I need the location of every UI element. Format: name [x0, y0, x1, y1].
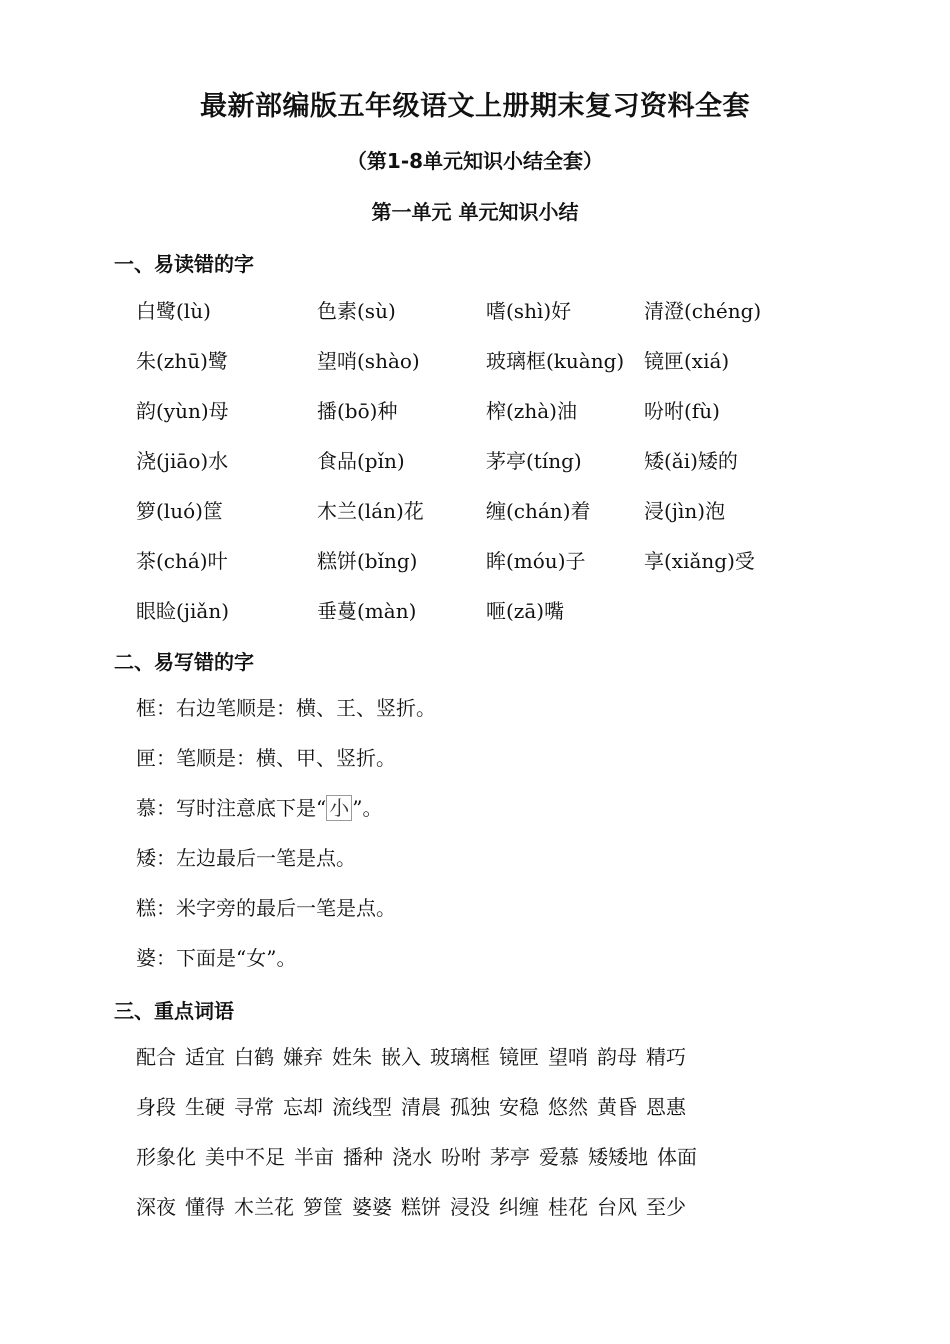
unit-title: 第一单元 单元知识小结 [371, 200, 579, 224]
key-word: 形象化 [136, 1145, 196, 1169]
key-word: 美中不足 [205, 1145, 285, 1169]
key-word: 播种 [343, 1145, 383, 1169]
key-word: 适宜 [185, 1045, 225, 1069]
key-word: 糕饼 [401, 1195, 441, 1219]
misread-character-item: 玻璃框(kuàng) [486, 349, 625, 373]
misread-character-item: 白鹭(lù) [136, 299, 211, 323]
key-word: 玻璃框 [430, 1045, 490, 1069]
key-word: 清晨 [401, 1095, 441, 1119]
key-word: 木兰花 [234, 1195, 294, 1219]
miswritten-characters-list [136, 689, 836, 989]
writing-rule: 矮：左边最后一笔是点。 [136, 846, 356, 870]
misread-character-item: 嗜(shì)好 [486, 299, 572, 323]
writing-rule: 婆：下面是“女”。 [136, 946, 297, 970]
misread-character-item: 吩咐(fù) [644, 399, 720, 423]
key-words-row [136, 1088, 836, 1138]
key-word: 嵌入 [381, 1045, 421, 1069]
key-word: 茅亭 [490, 1145, 530, 1169]
key-word: 姓朱 [332, 1045, 372, 1069]
key-word: 箩筐 [303, 1195, 343, 1219]
misread-character-item: 茶(chá)叶 [136, 549, 228, 573]
key-word: 白鹤 [234, 1045, 274, 1069]
key-word: 纠缠 [499, 1195, 539, 1219]
misread-character-item: 望哨(shào) [317, 349, 420, 373]
highlighted-character-box: 小 [326, 795, 352, 821]
misread-character-item: 眸(móu)子 [486, 549, 586, 573]
misread-character-item: 眼睑(jiǎn) [136, 599, 230, 623]
writing-rule-text: 慕：写时注意底下是“ [136, 796, 327, 820]
misread-character-item: 垂蔓(màn) [317, 599, 417, 623]
key-word: 安稳 [499, 1095, 539, 1119]
key-word: 生硬 [185, 1095, 225, 1119]
key-word: 深夜 [136, 1195, 176, 1219]
key-words-row [136, 1038, 836, 1088]
misread-character-item: 咂(zā)嘴 [486, 599, 565, 623]
key-word: 台风 [597, 1195, 637, 1219]
key-word: 寻常 [234, 1095, 274, 1119]
misread-character-item: 镜匣(xiá) [644, 349, 730, 373]
misread-character-item: 箩(luó)筐 [136, 499, 223, 523]
misread-character-item: 享(xiǎng)受 [644, 549, 755, 573]
misread-character-item: 浸(jìn)泡 [644, 499, 726, 523]
key-word: 婆婆 [352, 1195, 392, 1219]
key-word: 嫌弃 [283, 1045, 323, 1069]
key-word: 配合 [136, 1045, 176, 1069]
key-word: 浸没 [450, 1195, 490, 1219]
key-word: 体面 [657, 1145, 697, 1169]
misread-character-item: 糕饼(bǐng) [317, 549, 418, 573]
key-word: 桂花 [548, 1195, 588, 1219]
key-word: 孤独 [450, 1095, 490, 1119]
key-word: 韵母 [597, 1045, 637, 1069]
writing-rule: 匣：笔顺是：横、甲、竖折。 [136, 746, 396, 770]
key-word: 望哨 [548, 1045, 588, 1069]
key-word: 浇水 [392, 1145, 432, 1169]
key-words-row [136, 1188, 836, 1238]
misread-character-item: 食品(pǐn) [317, 449, 405, 473]
key-words-list [136, 1038, 836, 1238]
misread-character-item: 浇(jiāo)水 [136, 449, 229, 473]
key-word: 精巧 [646, 1045, 686, 1069]
misread-character-item: 清澄(chéng) [644, 299, 762, 323]
misread-character-item: 榨(zhà)油 [486, 399, 577, 423]
key-word: 黄昏 [597, 1095, 637, 1119]
writing-rule-text: ”。 [352, 796, 383, 820]
key-word: 懂得 [185, 1195, 225, 1219]
key-word: 忘却 [283, 1095, 323, 1119]
key-word: 爱慕 [539, 1145, 579, 1169]
misread-character-item: 缠(chán)着 [486, 499, 591, 523]
page-subtitle: （第1-8单元知识小结全套） [346, 149, 604, 173]
writing-rule: 框：右边笔顺是：横、王、竖折。 [136, 696, 436, 720]
key-word: 吩咐 [441, 1145, 481, 1169]
key-words-row [136, 1138, 836, 1188]
misread-character-item: 播(bō)种 [317, 399, 398, 423]
key-word: 矮矮地 [588, 1145, 648, 1169]
misread-character-item: 矮(ǎi)矮的 [644, 449, 738, 473]
writing-rule: 糕：米字旁的最后一笔是点。 [136, 896, 396, 920]
misread-character-item: 朱(zhū)鹭 [136, 349, 228, 373]
misread-character-item: 韵(yùn)母 [136, 399, 229, 423]
section-heading-miswritten: 二、易写错的字 [114, 650, 254, 674]
misread-character-item: 茅亭(tíng) [486, 449, 582, 473]
key-word: 悠然 [548, 1095, 588, 1119]
key-word: 流线型 [332, 1095, 392, 1119]
key-word: 半亩 [294, 1145, 334, 1169]
misread-character-item: 色素(sù) [317, 299, 396, 323]
page-title: 最新部编版五年级语文上册期末复习资料全套 [200, 91, 750, 122]
misread-characters-grid [136, 292, 836, 642]
key-word: 身段 [136, 1095, 176, 1119]
key-word: 镜匣 [499, 1045, 539, 1069]
key-word: 至少 [646, 1195, 686, 1219]
key-word: 恩惠 [646, 1095, 686, 1119]
section-heading-key-words: 三、重点词语 [114, 999, 234, 1023]
section-heading-misread: 一、易读错的字 [114, 252, 254, 276]
misread-character-item: 木兰(lán)花 [317, 499, 424, 523]
writing-rule [136, 789, 836, 839]
